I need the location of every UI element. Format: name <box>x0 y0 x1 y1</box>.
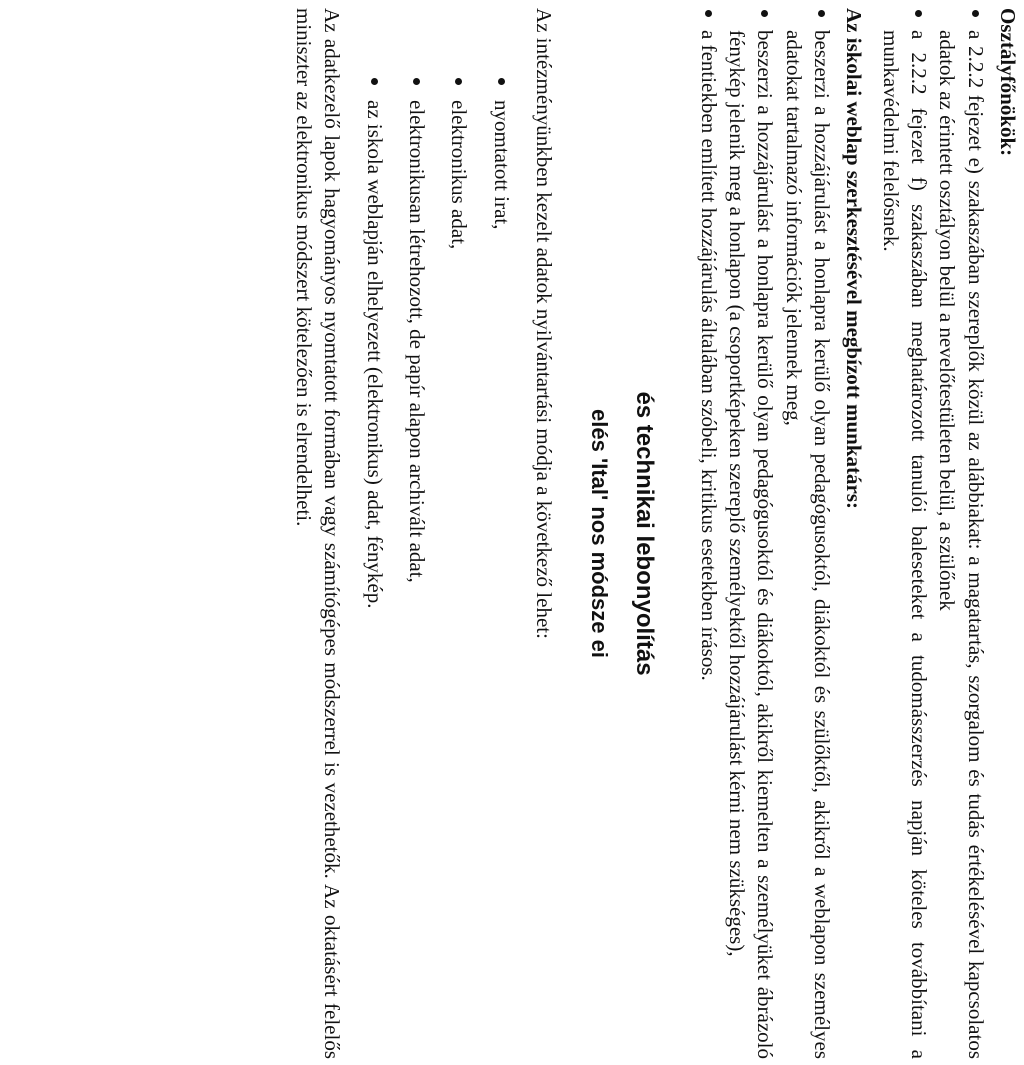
list-modes <box>360 8 515 1059</box>
list-osztalyfonokok <box>876 8 989 1059</box>
bullet-icon <box>455 78 462 85</box>
heading-weblap: Az iskolai weblap szerkesztésével megbízott munkatárs: <box>842 8 867 510</box>
list-item-text: a 2.2.2 fejezet e) szakaszában szereplők közül az alábbiakat: a magatartás, szorgalom és tudás értékelésével kapcsolatos adatok az érintett osztályon belül a nevelőtestületen belül, a szülőnek <box>935 30 988 1059</box>
list-item <box>723 8 780 1059</box>
list-item-text: beszerzi a hozzájárulást a honlapra kerülő olyan pedagógusoktól, diákoktól és szülőktől, akikről a weblapon személyes adatokat tartalmazó információk jelennek meg, <box>781 30 834 1059</box>
list-item <box>445 76 473 1059</box>
list-item <box>403 76 431 1059</box>
list-weblap <box>694 8 836 1059</box>
list-item <box>360 76 388 1059</box>
list-item <box>876 8 933 1059</box>
intro-paragraph: Az intézményünkben kezelt adatok nyilvántartási módja a következő lehet: <box>532 8 557 639</box>
list-item <box>933 8 990 1059</box>
bullet-icon <box>498 78 505 85</box>
bullet-icon <box>413 78 420 85</box>
list-item-text: a 2.2.2 fejezet f) szakaszában meghatározott tanulói baleseteket a tudomásszerzés napján köteles továbbítani a munkavédelmi felelősnek. <box>878 30 931 1059</box>
list-item <box>487 76 515 1059</box>
section-title: és technikai lebonyolítás <box>631 391 659 676</box>
list-item-text: beszerzi a hozzájárulást a honlapra kerülő olyan pedagógusoktól és diákoktól, akikről kiemelten a személyüket ábrázoló fénykép jelenik meg a honlapon (a csoportképeken szereplő személyektől hozzájárulást kérni nem szükséges), <box>724 30 778 1059</box>
section-subtitle: elés 'Ital' nos módsze ei <box>586 409 612 658</box>
bullet-icon <box>818 10 825 17</box>
list-item-text: az iskola weblapján elhelyezett (elektronikus) adat, fénykép. <box>362 100 387 609</box>
heading-osztalyfonokok: Osztályfőnökök: <box>996 8 1020 157</box>
list-item-text: nyomtatott irat, <box>489 100 514 230</box>
list-item-text: a fentiekben említett hozzájárulás általában szóbeli, kritikus esetekben írásos. <box>696 30 721 681</box>
closing-paragraph: Az adatkezelő lapok hagyományos nyomtatott formában vagy számítógépes módszerrel is vezethetők. Az oktatásért felelős miniszter az elektronikus módszert kötelezően is elrendelheti. <box>292 8 345 1059</box>
list-item <box>779 8 836 1059</box>
bullet-icon <box>705 10 712 17</box>
list-item-text: elektronikus adat, <box>447 100 472 250</box>
bullet-icon <box>371 78 378 85</box>
bullet-icon <box>761 10 768 17</box>
bullet-icon <box>972 10 979 17</box>
bullet-icon <box>915 10 922 17</box>
list-item <box>694 8 722 1059</box>
list-item-text: elektronikusan létrehozott, de papír alapon archivált adat, <box>405 100 430 583</box>
